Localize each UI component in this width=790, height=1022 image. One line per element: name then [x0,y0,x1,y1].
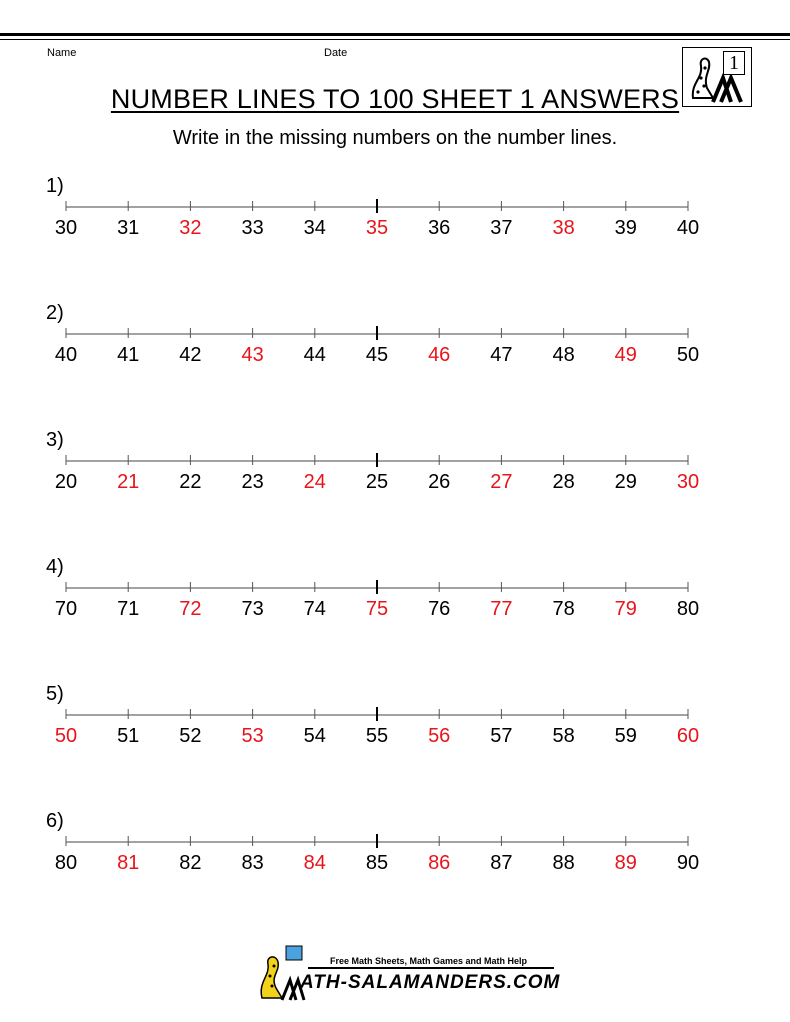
instructions: Write in the missing numbers on the number lines. [172,127,618,149]
number-line [0,199,790,219]
number-line-problem [0,556,790,666]
given-number: 54 [303,725,326,747]
number-line-problem [0,302,790,412]
given-number: 23 [241,471,264,493]
given-number: 33 [241,217,264,239]
given-number: 25 [365,471,389,493]
number-line-problem [0,429,790,539]
answer-number: 21 [117,471,140,493]
answer-number: 35 [365,217,389,239]
answer-number: 72 [179,598,202,620]
footer-salamander-icon [256,942,306,1002]
given-number: 57 [490,725,513,747]
given-number: 80 [54,852,78,874]
answer-number: 50 [54,725,78,747]
given-number: 41 [117,344,140,366]
given-number: 50 [676,344,700,366]
given-number: 48 [552,344,575,366]
problem-number: 1) [46,175,64,197]
given-number: 71 [117,598,140,620]
number-line [0,707,790,727]
given-number: 47 [490,344,513,366]
date-field-label: Date [324,47,348,59]
number-line [0,834,790,854]
answer-number: 53 [241,725,264,747]
given-number: 40 [676,217,700,239]
given-number: 52 [179,725,202,747]
given-number: 82 [179,852,202,874]
footer-site-name: ATH-SALAMANDERS.COM [300,972,561,993]
answer-number: 43 [241,344,264,366]
problem-number: 4) [46,556,64,578]
top-border-thin [0,39,790,40]
given-number: 22 [179,471,202,493]
given-number: 80 [676,598,700,620]
answer-number: 84 [303,852,326,874]
answer-number: 60 [676,725,700,747]
given-number: 83 [241,852,264,874]
given-number: 31 [117,217,140,239]
footer-rule [308,967,554,969]
answer-number: 27 [490,471,513,493]
given-number: 40 [54,344,78,366]
top-border-thick [0,33,790,36]
given-number: 70 [54,598,78,620]
given-number: 88 [552,852,575,874]
answer-number: 89 [614,852,637,874]
answer-number: 56 [428,725,451,747]
number-line-problem [0,175,790,285]
given-number: 74 [303,598,326,620]
given-number: 42 [179,344,202,366]
number-line-problem [0,683,790,793]
name-field-label: Name [47,47,77,59]
given-number: 59 [614,725,637,747]
given-number: 73 [241,598,264,620]
number-line-problem [0,810,790,920]
given-number: 30 [54,217,78,239]
answer-number: 77 [490,598,513,620]
problem-number: 5) [46,683,64,705]
title-text: NUMBER LINES TO 100 SHEET 1 ANSWERS [110,84,680,114]
number-line [0,580,790,600]
answer-number: 30 [676,471,700,493]
given-number: 78 [552,598,575,620]
answer-number: 32 [179,217,202,239]
given-number: 20 [54,471,78,493]
given-number: 90 [676,852,700,874]
given-number: 87 [490,852,513,874]
given-number: 34 [303,217,326,239]
problem-number: 6) [46,810,64,832]
number-line [0,326,790,346]
answer-number: 86 [428,852,451,874]
given-number: 29 [614,471,637,493]
given-number: 39 [614,217,637,239]
footer [0,942,790,1002]
page-title [0,84,790,115]
grade-badge: 1 [723,51,745,75]
given-number: 76 [428,598,451,620]
given-number: 36 [428,217,451,239]
given-number: 45 [365,344,389,366]
given-number: 37 [490,217,513,239]
given-number: 44 [303,344,326,366]
given-number: 28 [552,471,575,493]
answer-number: 46 [428,344,451,366]
answer-number: 79 [614,598,637,620]
number-line [0,453,790,473]
given-number: 55 [365,725,389,747]
given-number: 26 [428,471,451,493]
answer-number: 38 [552,217,575,239]
given-number: 51 [117,725,140,747]
answer-number: 75 [365,598,389,620]
problem-number: 3) [46,429,64,451]
answer-number: 81 [117,852,140,874]
footer-tagline: Free Math Sheets, Math Games and Math Help [330,956,528,966]
answer-number: 49 [614,344,637,366]
answer-number: 24 [303,471,326,493]
given-number: 58 [552,725,575,747]
problem-number: 2) [46,302,64,324]
given-number: 85 [365,852,389,874]
